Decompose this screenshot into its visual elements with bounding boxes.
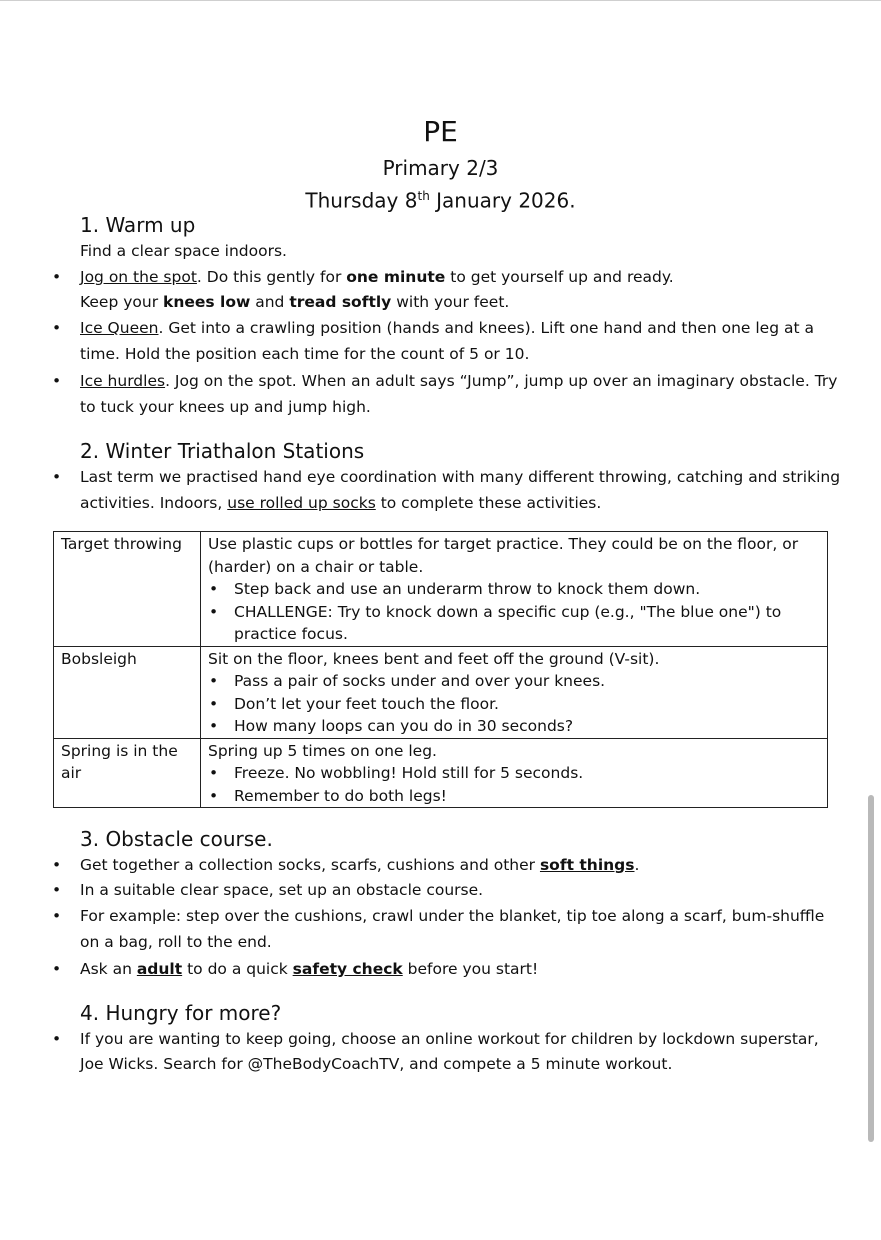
warmup-ice-queen-line — [80, 318, 814, 338]
text: to do a quick — [182, 960, 293, 978]
list-item: • Freeze. No wobbling! Hold still for 5 seconds. — [208, 762, 820, 785]
text: activities. Indoors, — [80, 494, 228, 512]
list-item: • Pass a pair of socks under and over your knees. — [208, 670, 820, 693]
activity-name: Ice Queen — [80, 319, 159, 337]
triathlon-intro-line1: Last term we practised hand eye coordination with many different throwing, catching and striking — [80, 468, 841, 486]
station-description — [201, 646, 828, 738]
station-bullets — [208, 670, 820, 738]
obstacle-item-1 — [80, 855, 639, 875]
table-row — [54, 646, 828, 738]
warmup-ice-hurdles-line2: to tuck your knees up and jump high. — [80, 398, 371, 416]
list-item: • Don’t let your feet touch the floor. — [208, 693, 820, 716]
emphasis: adult — [136, 960, 183, 978]
date-ordinal: th — [417, 189, 430, 203]
station-description — [201, 532, 828, 647]
warmup-jog-line2 — [80, 292, 509, 312]
warmup-ice-queen-line2: time. Hold the position each time for the count of 5 or 10. — [80, 345, 530, 363]
station-description — [201, 738, 828, 808]
bullet-icon: • — [52, 856, 62, 874]
station-bullets — [208, 578, 820, 646]
text: to get yourself up and ready. — [445, 268, 674, 286]
more-line2: Joe Wicks. Search for @TheBodyCoachTV, and compete a 5 minute workout. — [80, 1055, 673, 1073]
bullet-icon: • — [52, 960, 62, 978]
emphasis: use rolled up socks — [227, 494, 376, 512]
class-subtitle: Primary 2/3 — [382, 156, 499, 180]
bullet-icon: • — [52, 372, 62, 390]
text: Keep your — [80, 293, 164, 311]
emphasis: one minute — [346, 268, 446, 286]
obstacle-item-4 — [80, 959, 538, 979]
text: with your feet. — [391, 293, 510, 311]
bullet-icon: • — [52, 907, 62, 925]
top-divider — [0, 0, 881, 1]
station-name: Spring is in the air — [54, 738, 201, 808]
station-bullets — [208, 762, 820, 807]
bullet-icon: • — [52, 468, 62, 486]
obstacle-item-3-line2: on a bag, roll to the end. — [80, 933, 272, 951]
list-item: • Step back and use an underarm throw to knock them down. — [208, 578, 820, 601]
emphasis: tread softly — [289, 293, 392, 311]
date-text: Thursday 8 — [305, 188, 418, 213]
section-heading-more: 4. Hungry for more? — [80, 1001, 282, 1025]
bullet-icon: • — [52, 881, 62, 899]
text: and — [250, 293, 290, 311]
vertical-scrollbar[interactable] — [868, 795, 874, 1142]
section-heading-triathlon: 2. Winter Triathalon Stations — [80, 439, 365, 463]
list-item: • Remember to do both legs! — [208, 785, 820, 808]
station-desc-text: Sit on the floor, knees bent and feet off the ground (V-sit). — [208, 649, 660, 668]
obstacle-item-3: For example: step over the cushions, crawl under the blanket, tip toe along a scarf, bum-shuffle — [80, 907, 825, 925]
triathlon-intro-line2 — [80, 493, 601, 513]
station-desc-text: Use plastic cups or bottles for target practice. They could be on the floor, or (harder) on a chair or table. — [208, 535, 799, 576]
stations-table — [53, 531, 828, 808]
station-desc-text: Spring up 5 times on one leg. — [208, 741, 437, 760]
station-name: Bobsleigh — [54, 646, 201, 738]
warmup-intro: Find a clear space indoors. — [80, 242, 287, 260]
section-heading-obstacle: 3. Obstacle course. — [80, 827, 273, 851]
station-name: Target throwing — [54, 532, 201, 647]
activity-name: Jog on the spot — [80, 268, 197, 286]
list-item: • How many loops can you do in 30 seconds? — [208, 715, 820, 738]
bullet-icon: • — [52, 319, 62, 337]
text: . Do this gently for — [196, 268, 347, 286]
text: before you start! — [402, 960, 539, 978]
text: Ask an — [80, 960, 137, 978]
emphasis: safety check — [292, 960, 403, 978]
date-text-end: January 2026. — [429, 188, 576, 213]
table-row — [54, 532, 828, 647]
activity-name: Ice hurdles — [80, 372, 166, 390]
page-title: PE — [423, 115, 458, 148]
warmup-ice-hurdles-line — [80, 371, 837, 391]
section-heading-warmup: 1. Warm up — [80, 213, 196, 237]
emphasis: soft things — [539, 856, 635, 874]
table-row — [54, 738, 828, 808]
warmup-jog-line — [80, 267, 674, 287]
more-line1: If you are wanting to keep going, choose an online workout for children by lockdown superstar, — [80, 1030, 819, 1048]
bullet-icon: • — [52, 268, 62, 286]
text: . — [634, 856, 640, 874]
text: . Get into a crawling position (hands and knees). Lift one hand and then one leg at a — [158, 319, 814, 337]
lesson-date — [0, 183, 881, 214]
text: . Jog on the spot. When an adult says “Jump”, jump up over an imaginary obstacle. Try — [165, 372, 838, 390]
text: Get together a collection socks, scarfs, cushions and other — [80, 856, 540, 874]
obstacle-item-2: In a suitable clear space, set up an obstacle course. — [80, 881, 484, 899]
bullet-icon: • — [52, 1030, 62, 1048]
emphasis: knees low — [163, 293, 251, 311]
list-item: • CHALLENGE: Try to knock down a specific cup (e.g., "The blue one") to practice focus. — [208, 601, 820, 646]
text: to complete these activities. — [375, 494, 602, 512]
